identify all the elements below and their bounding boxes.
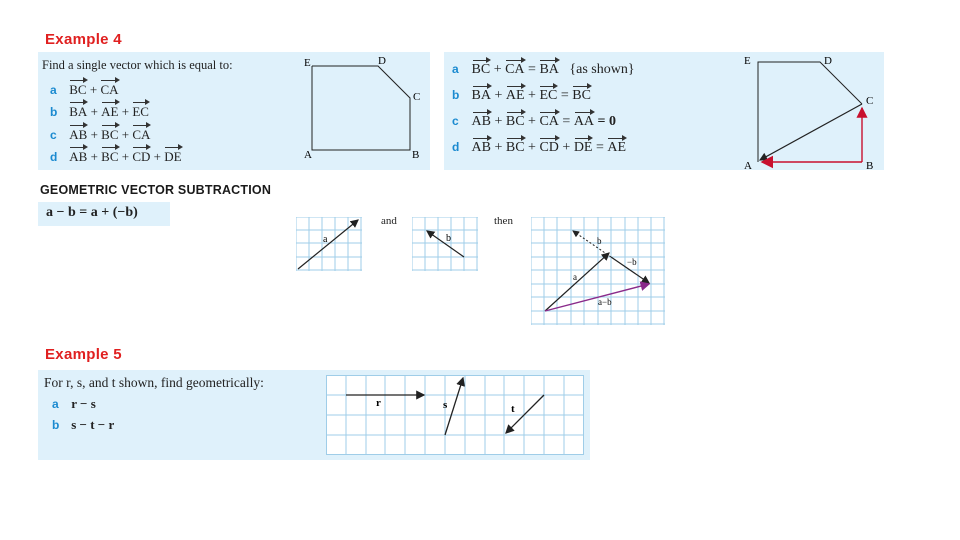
example-4-question-diagram	[300, 52, 430, 170]
label-a: A	[304, 149, 312, 161]
item-label: a	[52, 397, 59, 411]
item-label: c	[50, 128, 57, 142]
operator: +	[493, 62, 502, 77]
operator: +	[89, 82, 98, 97]
vector: AE	[505, 88, 525, 103]
subtraction-formula-box	[38, 202, 170, 226]
then-label: then	[494, 215, 513, 227]
operator: =	[562, 114, 571, 129]
label-b: B	[866, 160, 874, 170]
item-label: b	[52, 418, 60, 432]
example-4-prompt: Find a single vector which is equal to:	[42, 58, 233, 72]
item-label: b	[50, 105, 58, 119]
item-label: d	[452, 140, 460, 154]
label-a: a	[573, 272, 577, 282]
item-label: a	[50, 83, 57, 97]
vector: EC	[132, 104, 149, 119]
example-5-item-b	[52, 417, 114, 433]
and-label: and	[381, 215, 397, 227]
vector: CD	[539, 140, 559, 155]
label-neg-b: −b	[627, 257, 637, 267]
example-4-answer-diagram	[740, 52, 884, 170]
item-expression: s − t − r	[71, 417, 115, 432]
vector: AE	[101, 104, 119, 119]
answer-note: = 0	[597, 114, 617, 129]
vector: CA	[100, 82, 119, 97]
example-5-prompt: For r, s, and t shown, find geometrically:	[44, 375, 264, 390]
example-4-heading: Example 4	[45, 31, 122, 48]
example-5-item-a	[52, 396, 96, 412]
vector: BC	[101, 127, 119, 142]
operator: +	[90, 104, 98, 119]
label-a-minus-b: a−b	[598, 297, 612, 307]
label-a: A	[744, 160, 752, 170]
example-4-answers-panel	[444, 52, 884, 170]
subtraction-title: GEOMETRIC VECTOR SUBTRACTION	[40, 183, 272, 197]
label-t: t	[511, 403, 515, 415]
example-4-item-c	[50, 127, 150, 143]
vector: DE	[164, 149, 182, 164]
label-b: b	[597, 236, 602, 246]
operator: +	[528, 88, 536, 103]
vector: BA	[539, 62, 559, 77]
answer-note: {as shown}	[569, 62, 635, 77]
subtraction-formula: a − b = a + (−b)	[46, 205, 138, 220]
label-c: C	[413, 91, 421, 103]
answer-b	[452, 88, 591, 104]
vector: BA	[471, 88, 491, 103]
example-4-item-b	[50, 104, 149, 120]
label-s: s	[443, 399, 448, 411]
vector: BA	[69, 104, 88, 119]
vector: AB	[471, 140, 491, 155]
example-4-item-a	[50, 82, 119, 98]
vector: AE	[607, 140, 627, 155]
vector: BC	[505, 140, 525, 155]
label-c: C	[866, 95, 874, 107]
example-5-grid	[326, 375, 584, 455]
vector: DE	[573, 140, 593, 155]
label-a: a	[323, 234, 328, 245]
grid-vector-b	[412, 217, 478, 271]
operator: +	[121, 149, 130, 164]
answer-d	[452, 140, 626, 156]
item-expression: r − s	[71, 396, 96, 411]
operator: +	[562, 140, 571, 155]
operator: +	[153, 149, 161, 164]
item-label: a	[452, 62, 459, 76]
label-r: r	[376, 397, 381, 409]
operator: =	[528, 62, 536, 77]
vector: CA	[539, 114, 559, 129]
example-4-item-d	[50, 149, 182, 165]
operator: +	[494, 114, 503, 129]
vector: BC	[101, 149, 119, 164]
example-5-panel	[38, 370, 590, 460]
grid-vector-a	[296, 217, 362, 271]
grid-subtraction-result	[531, 217, 665, 325]
example-5-heading: Example 5	[45, 346, 122, 363]
vector: CD	[132, 149, 151, 164]
vector: AA	[573, 114, 595, 129]
item-label: b	[452, 88, 460, 102]
operator: +	[494, 88, 503, 103]
vector: AB	[69, 149, 88, 164]
operator: +	[494, 140, 503, 155]
vector: CA	[132, 127, 151, 142]
item-label: d	[50, 150, 58, 164]
label-e: E	[744, 55, 751, 67]
vector: BC	[505, 114, 525, 129]
label-b: b	[446, 233, 451, 244]
operator: +	[90, 149, 98, 164]
vector: CA	[505, 62, 525, 77]
example-4-question-panel	[38, 52, 430, 170]
vector: AB	[471, 114, 491, 129]
operator: +	[528, 140, 536, 155]
vector: BC	[471, 62, 491, 77]
vector: BC	[69, 82, 87, 97]
answer-a	[452, 62, 635, 78]
label-e: E	[304, 57, 311, 69]
operator: +	[121, 127, 130, 142]
vector: EC	[539, 88, 558, 103]
label-d: D	[378, 55, 386, 67]
operator: =	[560, 88, 569, 103]
label-d: D	[824, 55, 832, 67]
label-b: B	[412, 149, 420, 161]
vector: AB	[69, 127, 88, 142]
item-label: c	[452, 114, 459, 128]
operator: +	[528, 114, 536, 129]
operator: =	[595, 140, 604, 155]
answer-c	[452, 114, 616, 130]
operator: +	[90, 127, 98, 142]
operator: +	[121, 104, 130, 119]
vector: BC	[572, 88, 591, 103]
